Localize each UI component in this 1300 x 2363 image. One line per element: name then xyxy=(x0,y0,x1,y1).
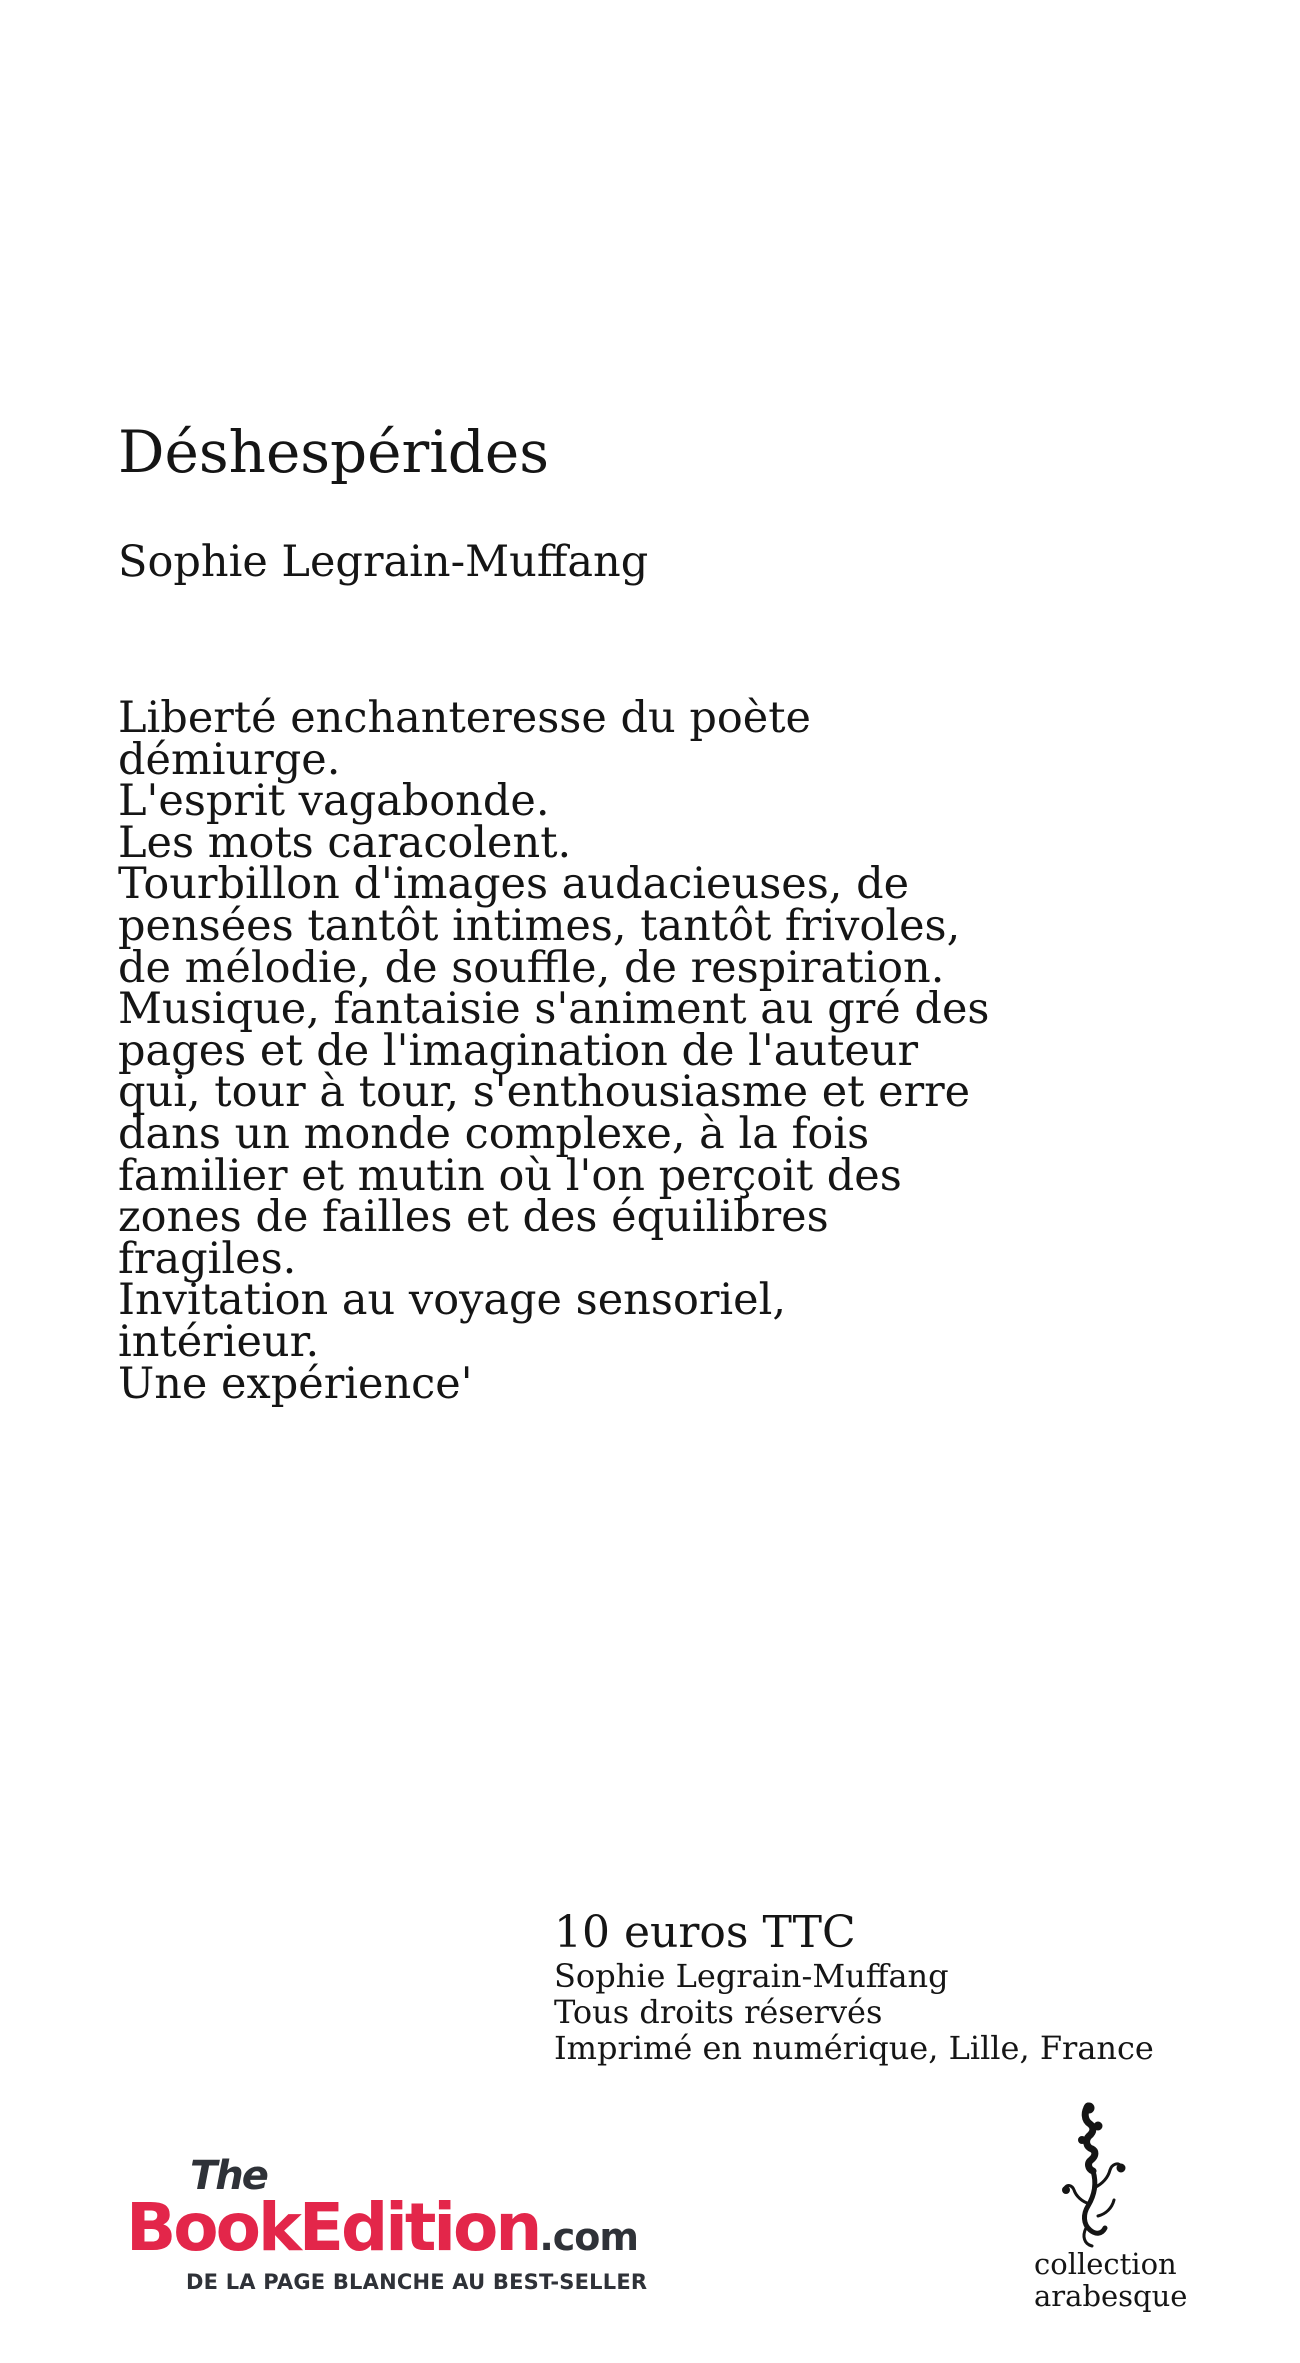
colophon xyxy=(554,1908,1154,2066)
blurb-line: dans un monde complexe, à la fois xyxy=(118,1108,870,1159)
thebookedition-logo xyxy=(126,2150,706,2300)
blurb-line: fragiles. xyxy=(118,1233,297,1284)
blurb-line: de mélodie, de souffle, de respiration. xyxy=(118,942,945,993)
blurb-line: intérieur. xyxy=(118,1316,320,1367)
price-label: 10 euros TTC xyxy=(554,1907,856,1958)
colophon-author: Sophie Legrain-Muffang xyxy=(554,1957,949,1995)
blurb-line: zones de failles et des équilibres xyxy=(118,1192,829,1243)
collection-label xyxy=(1034,2247,1188,2313)
collection-arabesque-mark xyxy=(1010,2100,1190,2340)
logo-tld: .com xyxy=(539,2215,639,2259)
back-cover-blurb xyxy=(118,693,998,1409)
colophon-rights: Tous droits réservés xyxy=(554,1993,883,2031)
blurb-line: Les mots caracolent. xyxy=(118,817,572,868)
blurb-line: Musique, fantaisie s'animent au gré des xyxy=(118,984,990,1035)
book-title: Déshespérides xyxy=(118,418,549,486)
collection-line-1: collection xyxy=(1034,2247,1177,2281)
colophon-printed: Imprimé en numérique, Lille, France xyxy=(554,2029,1154,2067)
blurb-line: L'esprit vagabonde. xyxy=(118,776,550,827)
blurb-line: Liberté enchanteresse du poète xyxy=(118,693,811,743)
blurb-line: Une expérience' xyxy=(118,1358,473,1409)
logo-brand: BookEdition xyxy=(126,2189,540,2266)
blurb-line: démiurge. xyxy=(118,734,341,785)
blurb-line: qui, tour à tour, s'enthousiasme et erre xyxy=(118,1067,971,1118)
blurb-line: Invitation au voyage sensoriel, xyxy=(118,1275,787,1326)
collection-line-2: arabesque xyxy=(1034,2279,1188,2313)
logo-wordmark xyxy=(126,2189,639,2281)
blurb-line: pages et de l'imagination de l'auteur xyxy=(118,1025,919,1076)
blurb-line: pensées tantôt intimes, tantôt frivoles, xyxy=(118,900,961,951)
blurb-line: Tourbillon d'images audacieuses, de xyxy=(118,859,910,910)
arabesque-ornament-icon xyxy=(1058,2100,1142,2250)
logo-the: The xyxy=(190,2153,267,2199)
logo-tagline: DE LA PAGE BLANCHE AU BEST-SELLER xyxy=(186,2270,648,2294)
blurb-line: familier et mutin où l'on perçoit des xyxy=(118,1150,902,1201)
book-author: Sophie Legrain-Muffang xyxy=(118,537,649,587)
